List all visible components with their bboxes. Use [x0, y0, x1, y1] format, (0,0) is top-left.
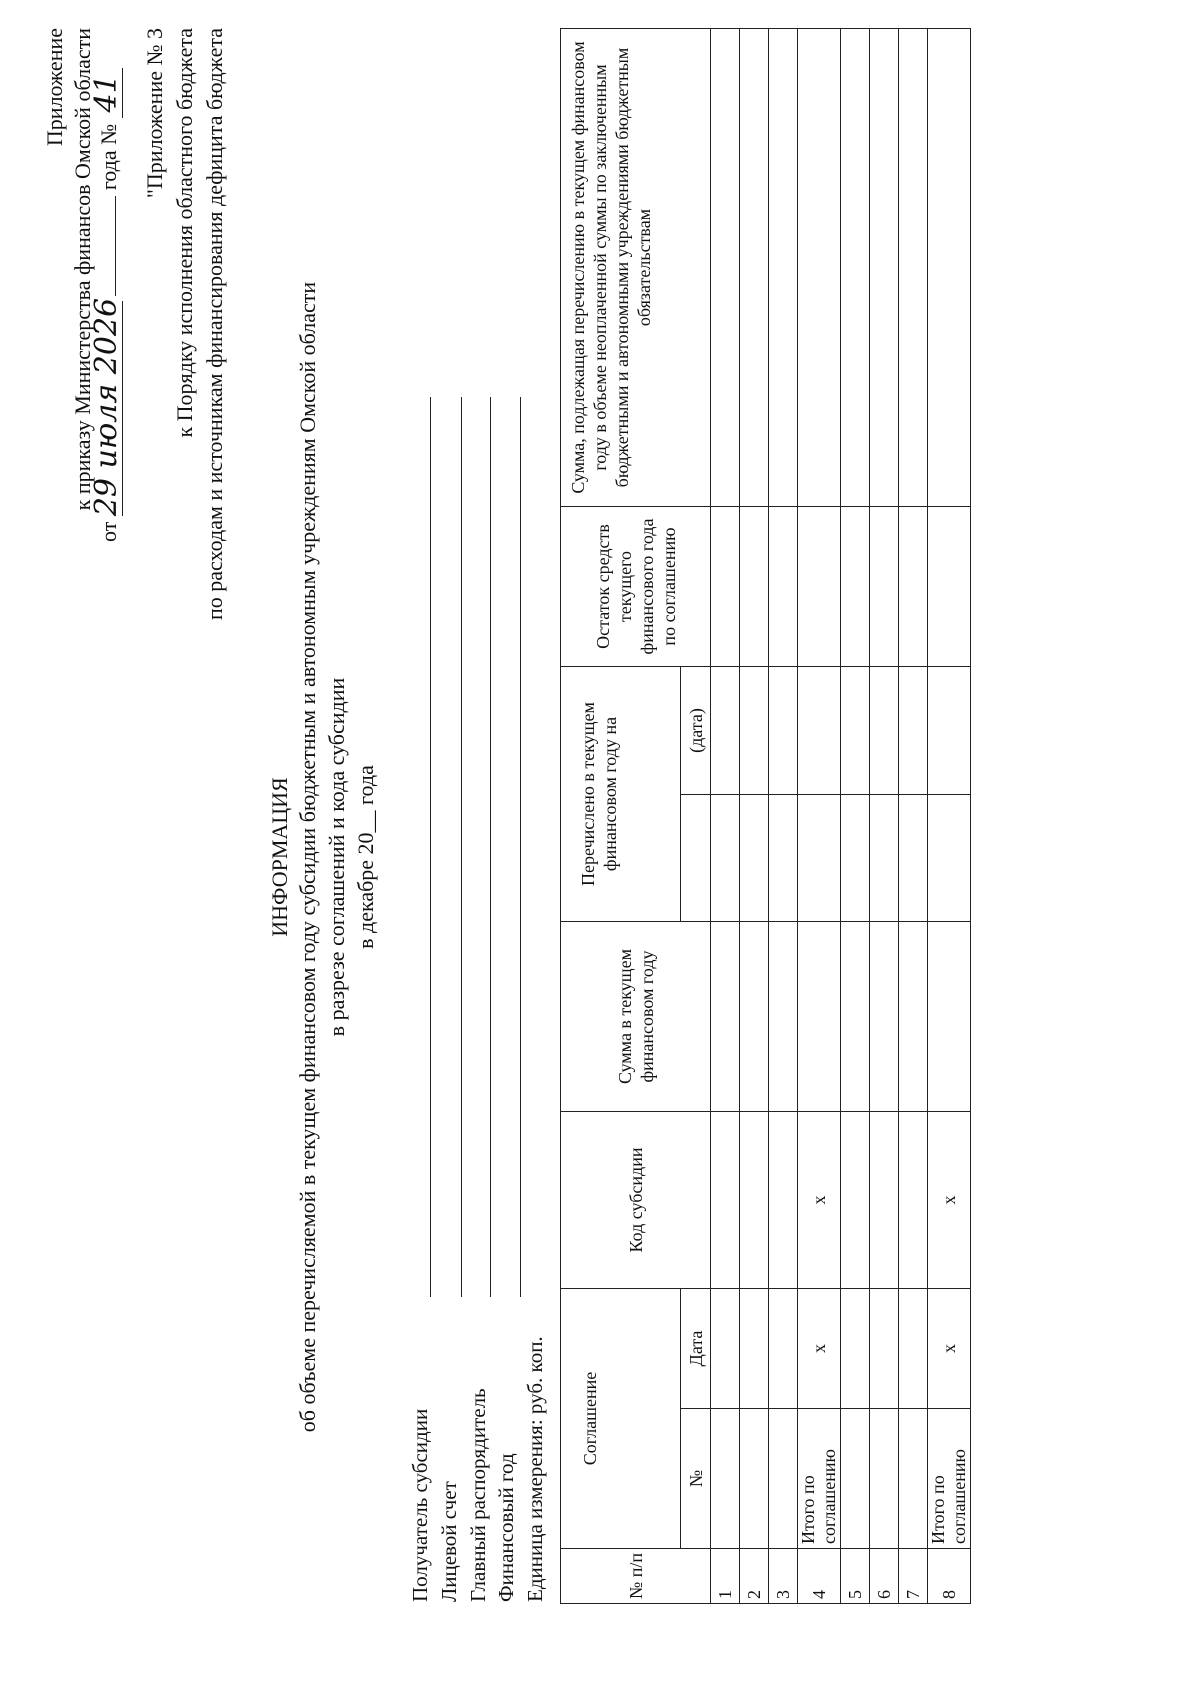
col-balance-header: Остаток средств текущего финансового года по соглашению — [561, 507, 711, 667]
row-transferred-cell — [798, 795, 841, 922]
row-transferred-date-cell — [740, 667, 769, 795]
col-transferred-blank — [681, 795, 711, 922]
row-agreement-cell — [841, 1409, 870, 1549]
row-agreement-cell: Итого по соглашению — [928, 1409, 971, 1549]
row-sum-cell — [841, 922, 870, 1112]
row-code-cell — [740, 1112, 769, 1289]
fin-year-label: Финансовый год — [494, 1453, 518, 1602]
date-prefix: от — [96, 521, 121, 542]
col-transferred-header: Перечислено в текущем финансовом году на — [561, 667, 681, 922]
row-code-cell — [711, 1112, 740, 1289]
row-transferred-date-cell — [928, 667, 971, 795]
col-sum-current-header: Сумма в текущем финансовом году — [561, 922, 711, 1112]
row-balance-cell — [740, 507, 769, 667]
table-row — [769, 29, 798, 1604]
row-code-cell — [841, 1112, 870, 1289]
row-balance-cell — [928, 507, 971, 667]
row-transferred-cell — [899, 795, 928, 922]
row-balance-cell — [899, 507, 928, 667]
doc-subtitle-2: в разрезе соглашений и кода субсидии — [324, 677, 349, 1037]
number-prefix: года № — [96, 123, 121, 191]
row-sum-cell — [928, 922, 971, 1112]
handwritten-number: 41 — [92, 68, 123, 118]
col-transferred-date-header: (дата) — [681, 667, 711, 795]
row-to-transfer-cell — [769, 29, 798, 507]
row-date-cell — [769, 1289, 798, 1409]
row-code-cell — [899, 1112, 928, 1289]
row-transferred-cell — [740, 795, 769, 922]
row-num-cell: 6 — [870, 1549, 899, 1604]
row-transferred-cell — [769, 795, 798, 922]
row-num-cell: 7 — [899, 1549, 928, 1604]
row-to-transfer-cell — [841, 29, 870, 507]
row-balance-cell — [798, 507, 841, 667]
row-transferred-cell — [870, 795, 899, 922]
doc-subtitle-3: в декабре 20__ года — [353, 765, 378, 949]
row-agreement-cell: Итого по соглашению — [798, 1409, 841, 1549]
row-sum-cell — [870, 922, 899, 1112]
row-to-transfer-cell — [870, 29, 899, 507]
row-date-cell — [711, 1289, 740, 1409]
doc-subtitle-1: об объеме перечисляемой в текущем финансовом году субсидии бюджетным и автономным учреждениям Омской области — [295, 281, 320, 1433]
table-row — [711, 29, 740, 1604]
row-to-transfer-cell — [740, 29, 769, 507]
row-transferred-date-cell — [870, 667, 899, 795]
row-date-cell — [899, 1289, 928, 1409]
row-num-cell: 4 — [798, 1549, 841, 1604]
subsidy-table — [560, 28, 971, 1604]
row-transferred-cell — [928, 795, 971, 922]
col-num-header: № п/п — [561, 1549, 711, 1604]
row-code-cell: х — [928, 1112, 971, 1289]
table-row — [899, 29, 928, 1604]
row-balance-cell — [711, 507, 740, 667]
account-label: Лицевой счет — [437, 1481, 461, 1602]
row-num-cell: 2 — [740, 1549, 769, 1604]
date-underline — [115, 196, 116, 296]
appendix3-label: "Приложение № 3 — [142, 28, 167, 199]
row-transferred-cell — [841, 795, 870, 922]
row-sum-cell — [711, 922, 740, 1112]
row-code-cell — [870, 1112, 899, 1289]
col-code-header: Код субсидии — [561, 1112, 711, 1289]
row-to-transfer-cell — [928, 29, 971, 507]
recipient-line — [430, 397, 431, 1297]
row-date-cell — [841, 1289, 870, 1409]
row-transferred-date-cell — [798, 667, 841, 795]
row-num-cell: 1 — [711, 1549, 740, 1604]
row-transferred-date-cell — [899, 667, 928, 795]
table-row — [928, 29, 971, 1604]
row-to-transfer-cell — [899, 29, 928, 507]
row-sum-cell — [899, 922, 928, 1112]
table-row — [870, 29, 899, 1604]
order-procedure: к Порядку исполнения областного бюджета — [172, 28, 197, 438]
row-date-cell: х — [928, 1289, 971, 1409]
order-line: к приказу Министерства финансов Омской области — [70, 28, 95, 511]
account-line — [461, 397, 462, 1297]
col-agreement-date-header: Дата — [681, 1289, 711, 1409]
row-transferred-date-cell — [841, 667, 870, 795]
row-to-transfer-cell — [798, 29, 841, 507]
row-transferred-date-cell — [769, 667, 798, 795]
appendix-label: Приложение — [42, 28, 67, 147]
unit-label: Единица измерения: руб. коп. — [523, 1336, 547, 1602]
order-date-line — [89, 22, 124, 542]
table-row — [798, 29, 841, 1604]
row-transferred-cell — [711, 795, 740, 922]
row-date-cell: х — [798, 1289, 841, 1409]
row-sum-cell — [769, 922, 798, 1112]
row-balance-cell — [769, 507, 798, 667]
doc-title: ИНФОРМАЦИЯ — [267, 777, 292, 937]
row-date-cell — [870, 1289, 899, 1409]
row-agreement-cell — [740, 1409, 769, 1549]
row-sum-cell — [740, 922, 769, 1112]
col-agreement-header: Соглашение — [561, 1289, 681, 1549]
row-agreement-cell — [870, 1409, 899, 1549]
row-agreement-cell — [711, 1409, 740, 1549]
table-row — [740, 29, 769, 1604]
order-procedure-2: по расходам и источникам финансирования дефицита бюджета — [202, 28, 227, 621]
row-balance-cell — [870, 507, 899, 667]
handwritten-date: 29 июля 2026 — [89, 297, 124, 517]
manager-label: Главный распорядитель — [466, 1388, 490, 1602]
recipient-label: Получатель субсидии — [408, 1408, 432, 1602]
row-num-cell: 3 — [769, 1549, 798, 1604]
row-num-cell: 5 — [841, 1549, 870, 1604]
table-row — [841, 29, 870, 1604]
row-agreement-cell — [899, 1409, 928, 1549]
row-code-cell: х — [798, 1112, 841, 1289]
row-num-cell: 8 — [928, 1549, 971, 1604]
row-transferred-date-cell — [711, 667, 740, 795]
fin-year-line — [520, 397, 521, 1297]
row-date-cell — [740, 1289, 769, 1409]
row-agreement-cell — [769, 1409, 798, 1549]
col-to-transfer-header: Сумма, подлежащая перечислению в текущем финансовом году в объеме неоплаченной суммы по заключенным бюджетными и автономными учреждениями бюджетным обязательствам — [561, 29, 711, 507]
row-balance-cell — [841, 507, 870, 667]
row-to-transfer-cell — [711, 29, 740, 507]
row-code-cell — [769, 1112, 798, 1289]
col-agreement-num-header: № — [681, 1409, 711, 1549]
row-sum-cell — [798, 922, 841, 1112]
manager-line — [490, 397, 491, 1297]
